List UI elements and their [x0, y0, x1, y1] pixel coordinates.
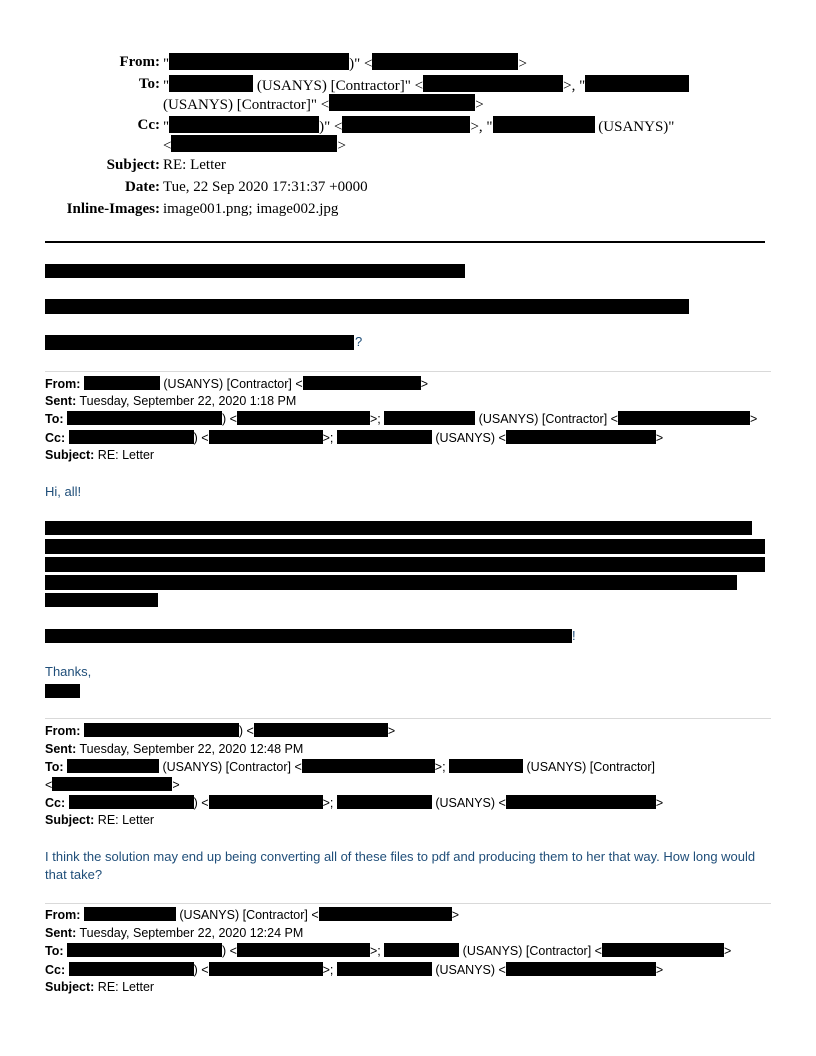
redaction [337, 430, 432, 444]
redaction [337, 795, 432, 809]
sent-label: Sent: [45, 926, 77, 940]
redaction [319, 907, 452, 921]
redaction [45, 539, 765, 554]
redaction [52, 777, 172, 791]
header-from-label: From: [119, 54, 160, 70]
redaction [237, 943, 370, 957]
redaction [506, 430, 656, 444]
header-cc-value: " )" < >, " (USANYS)" [163, 116, 674, 137]
cc-org: (USANYS) [435, 963, 496, 977]
header-from-value: " )" < > [163, 53, 527, 74]
redaction [67, 943, 222, 957]
email1-to-line: To: ) < >; (USANYS) [Contractor] < > [45, 412, 758, 426]
subject-label: Subject: [45, 813, 95, 827]
email2-to-line: To: (USANYS) [Contractor] < >; (USANYS) [Contractor] [45, 760, 656, 774]
header-cc-value-2: < > [163, 135, 346, 156]
header-subject-value: RE: Letter [163, 157, 226, 173]
from-label: From: [45, 724, 81, 738]
question-mark: ? [355, 334, 363, 349]
redaction [384, 943, 459, 957]
header-date-value: Tue, 22 Sep 2020 17:31:37 +0000 [163, 179, 368, 195]
redaction [329, 94, 475, 111]
email2-from-line: From: ) < > [45, 724, 396, 738]
email1-subject-line [45, 446, 154, 464]
redaction [237, 411, 370, 425]
subject-value: RE: Letter [97, 813, 155, 827]
email2-sent-line [45, 740, 303, 758]
redaction [169, 116, 319, 133]
redaction [423, 75, 563, 92]
email1-sent-line [45, 392, 296, 410]
redaction [449, 759, 523, 773]
sent-value: Tuesday, September 22, 2020 1:18 PM [79, 394, 297, 408]
redaction [45, 629, 572, 643]
redaction [45, 684, 80, 698]
redaction [372, 53, 518, 70]
email3-subject-line [45, 978, 154, 996]
header-inline-images-value: image001.png; image002.jpg [163, 201, 339, 217]
to-org: (USANYS) [Contractor] [162, 760, 291, 774]
redaction [209, 795, 323, 809]
email-separator [45, 718, 771, 719]
redaction [618, 411, 750, 425]
sent-label: Sent: [45, 742, 77, 756]
redaction [45, 593, 158, 607]
redaction [45, 264, 465, 278]
to-org: (USANYS) [Contractor] [526, 760, 656, 774]
redaction [45, 299, 689, 314]
to-org: (USANYS) [Contractor] [462, 944, 592, 958]
sent-value: Tuesday, September 22, 2020 12:24 PM [79, 926, 304, 940]
from-label: From: [45, 908, 81, 922]
redaction [342, 116, 470, 133]
email3-cc-line: Cc: ) < >; (USANYS) < > [45, 963, 664, 977]
to-label: To: [45, 760, 64, 774]
header-inline-images-label: Inline-Images: [66, 201, 160, 217]
subject-value: RE: Letter [97, 448, 155, 462]
redaction [84, 376, 160, 390]
header-subject-label: Subject: [106, 157, 160, 173]
subject-label: Subject: [45, 980, 95, 994]
email2-body: I think the solution may end up being converting all of these files to pdf and producing them to her that way. How long would that take? [45, 849, 756, 882]
redaction [602, 943, 724, 957]
redaction [585, 75, 689, 92]
redaction [169, 53, 349, 70]
header-to-label: To: [138, 76, 160, 92]
redaction [69, 430, 194, 444]
email-separator [45, 903, 771, 904]
email3-from-line: From: (USANYS) [Contractor] < > [45, 908, 459, 922]
email1-greeting: Hi, all! [45, 484, 82, 499]
redaction [67, 759, 159, 773]
redaction [69, 795, 194, 809]
cc-org: (USANYS) [435, 431, 496, 445]
email1-cc-line: Cc: ) < >; (USANYS) < > [45, 431, 664, 445]
redaction [254, 723, 388, 737]
header-divider [45, 241, 765, 243]
header-to-org: (USANYS) [Contractor]" [256, 78, 411, 94]
cc-label: Cc: [45, 431, 66, 445]
email3-to-line: To: ) < >; (USANYS) [Contractor] < > [45, 944, 732, 958]
redaction [506, 795, 656, 809]
header-to-value: " (USANYS) [Contractor]" < >, " [163, 75, 689, 96]
email-separator [45, 371, 771, 372]
redaction [209, 430, 323, 444]
redaction [171, 135, 337, 152]
redaction [209, 962, 323, 976]
redaction [67, 411, 222, 425]
redaction [69, 962, 194, 976]
header-to-value-2: (USANYS) [Contractor]" < > [163, 94, 484, 115]
cc-org: (USANYS) [435, 796, 496, 810]
from-label: From: [45, 377, 81, 391]
to-label: To: [45, 944, 64, 958]
redaction [45, 335, 354, 350]
redaction [45, 521, 752, 535]
subject-label: Subject: [45, 448, 95, 462]
header-to-org: (USANYS) [Contractor]" [163, 97, 318, 113]
exclamation: ! [572, 628, 576, 643]
redaction [302, 759, 435, 773]
header-cc-label: Cc: [137, 117, 160, 133]
header-date-label: Date: [125, 179, 160, 195]
email2-subject-line [45, 811, 154, 829]
redaction [45, 557, 765, 572]
email1-thanks: Thanks, [45, 664, 92, 679]
from-org: (USANYS) [Contractor] [163, 377, 292, 391]
to-label: To: [45, 412, 64, 426]
from-org: (USANYS) [Contractor] [179, 908, 308, 922]
email1-from-line: From: (USANYS) [Contractor] < > [45, 377, 428, 391]
email2-to-line-2: < > [45, 778, 180, 792]
cc-label: Cc: [45, 796, 66, 810]
redaction [303, 376, 421, 390]
email2-cc-line: Cc: ) < >; (USANYS) < > [45, 796, 664, 810]
sent-label: Sent: [45, 394, 77, 408]
redaction [84, 723, 239, 737]
subject-value: RE: Letter [97, 980, 155, 994]
redaction [337, 962, 432, 976]
redaction [169, 75, 253, 92]
header-cc-org: (USANYS)" [598, 119, 675, 135]
redaction [84, 907, 176, 921]
redaction [384, 411, 475, 425]
to-org: (USANYS) [Contractor] [478, 412, 608, 426]
redaction [493, 116, 595, 133]
cc-label: Cc: [45, 963, 66, 977]
redaction [506, 962, 656, 976]
email3-sent-line [45, 924, 303, 942]
sent-value: Tuesday, September 22, 2020 12:48 PM [79, 742, 304, 756]
redaction [45, 575, 737, 590]
